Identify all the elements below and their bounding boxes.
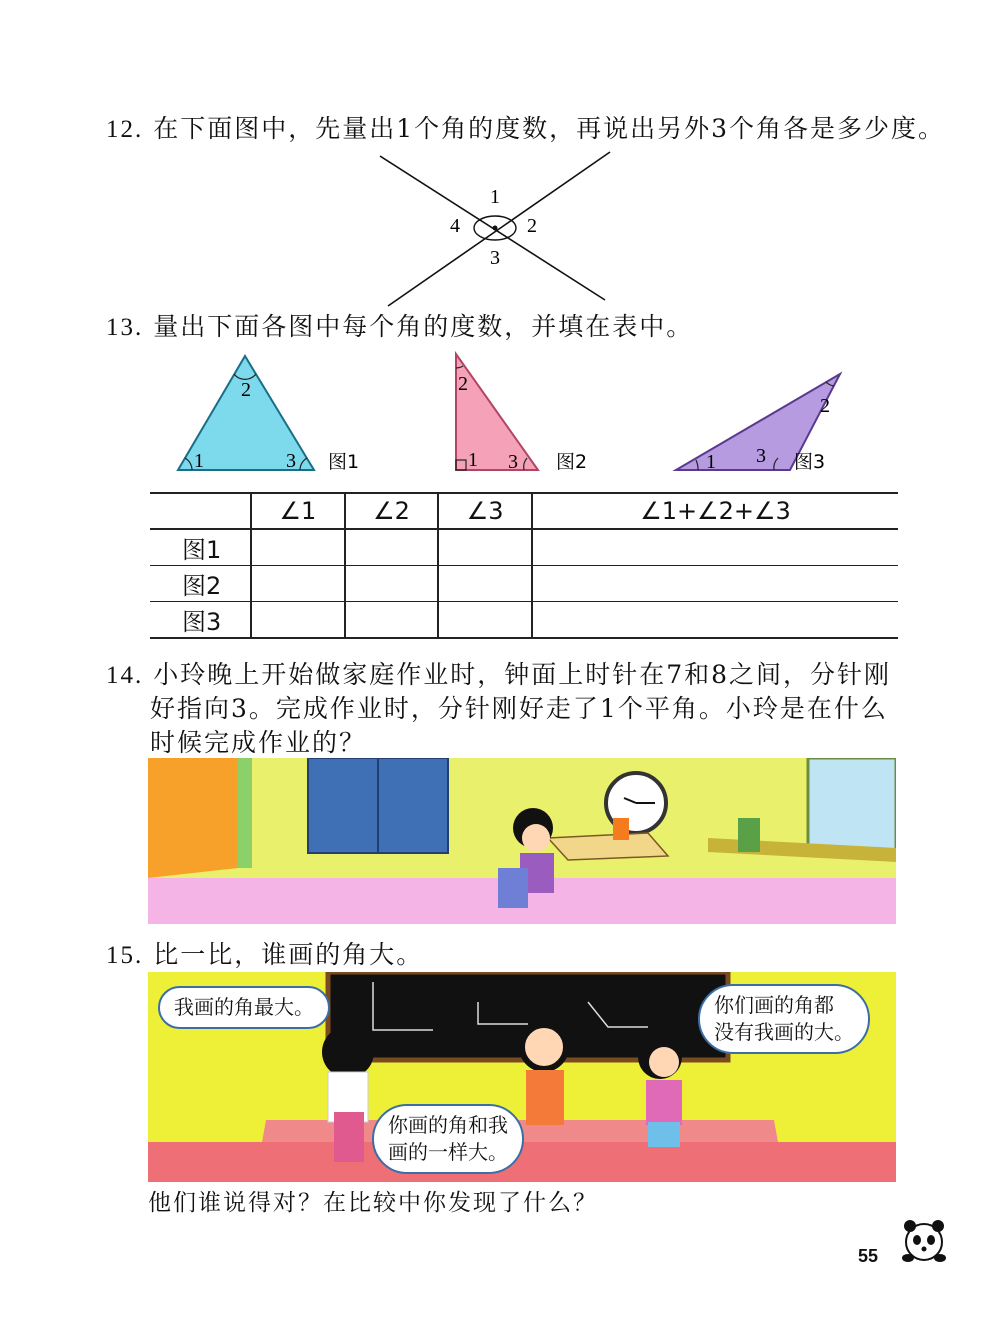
angle-label-3: 3 [508,451,518,473]
answer-cell[interactable] [345,529,439,566]
figure-caption: 图1 [328,451,360,473]
room-illustration [148,758,896,924]
question-number: 15. [106,942,144,969]
question-number: 14. [106,662,144,689]
angle-label-2: 2 [458,373,468,395]
answer-cell[interactable] [438,602,532,639]
row-label: 图3 [182,608,222,636]
answer-cell[interactable] [345,602,439,639]
triangle-figure-1 [170,350,380,475]
intersecting-lines-diagram [370,148,620,313]
speech-bubble-3 [372,1104,524,1174]
angle-label-1: 1 [194,450,204,472]
answer-cell[interactable] [532,602,898,639]
speech-bubble-1: 我画的角最大。 [158,986,330,1029]
table-header-cell: ∠1 [251,493,345,529]
table-header-cell: ∠1+∠2+∠3 [532,493,898,529]
question-14-line-2: 好指向3。完成作业时，分针刚好走了1个平角。小玲是在什么 [150,694,888,723]
table-row [150,566,898,602]
answer-cell[interactable] [438,566,532,602]
question-14 [106,658,891,693]
table-header-cell: ∠3 [438,493,532,529]
triangle-figure-2 [450,350,610,475]
table-row [150,602,898,639]
question-text: 在下面图中，先量出1个角的度数，再说出另外3个角各是多少度。 [153,114,946,143]
answer-cell[interactable] [532,529,898,566]
question-text: 比一比，谁画的角大。 [153,940,424,969]
angle-label-4: 4 [450,215,460,237]
angle-label-1: 1 [490,186,500,208]
figure-caption: 图3 [794,451,826,473]
angle-label-1: 1 [468,449,478,471]
angle-label-3: 3 [490,247,500,269]
speech-bubble-2 [698,984,870,1054]
answer-cell[interactable] [532,566,898,602]
angle-label-2: 2 [820,395,830,417]
panda-icon [896,1214,952,1270]
table-header-cell [150,493,251,529]
answer-cell[interactable] [251,602,345,639]
page-number: 55 [858,1246,879,1266]
angle-label-1: 1 [706,451,716,473]
question-13 [106,310,693,345]
row-label: 图2 [182,572,222,600]
bubble-line: 你画的角和我 [388,1113,508,1137]
bubble-line: 没有我画的大。 [714,1020,854,1044]
table-header-cell: ∠2 [345,493,439,529]
followup-question: 他们谁说得对？在比较中你发现了什么？ [148,1190,598,1216]
question-text-line: 小玲晚上开始做家庭作业时，钟面上时针在7和8之间，分针刚 [153,660,892,689]
question-15 [106,938,423,973]
angle-label-2: 2 [527,215,537,237]
answer-cell[interactable] [345,566,439,602]
question-number: 13. [106,314,144,341]
angle-label-3: 3 [286,450,296,472]
question-text: 量出下面各图中每个角的度数，并填在表中。 [153,312,694,341]
angle-table [150,492,898,639]
answer-cell[interactable] [438,529,532,566]
answer-cell[interactable] [251,566,345,602]
angle-label-2: 2 [241,379,251,401]
figure-caption: 图2 [556,451,588,473]
table-header-row [150,493,898,529]
bubble-line: 画的一样大。 [388,1140,508,1164]
answer-cell[interactable] [251,529,345,566]
question-12 [106,112,945,147]
triangle-figure-3 [670,370,870,475]
question-14-line-3: 时候完成作业的？ [150,728,367,757]
table-row [150,529,898,566]
bubble-line: 你们画的角都 [714,993,834,1017]
question-number: 12. [106,116,144,143]
angle-label-3: 3 [756,445,766,467]
row-label: 图1 [182,536,222,564]
